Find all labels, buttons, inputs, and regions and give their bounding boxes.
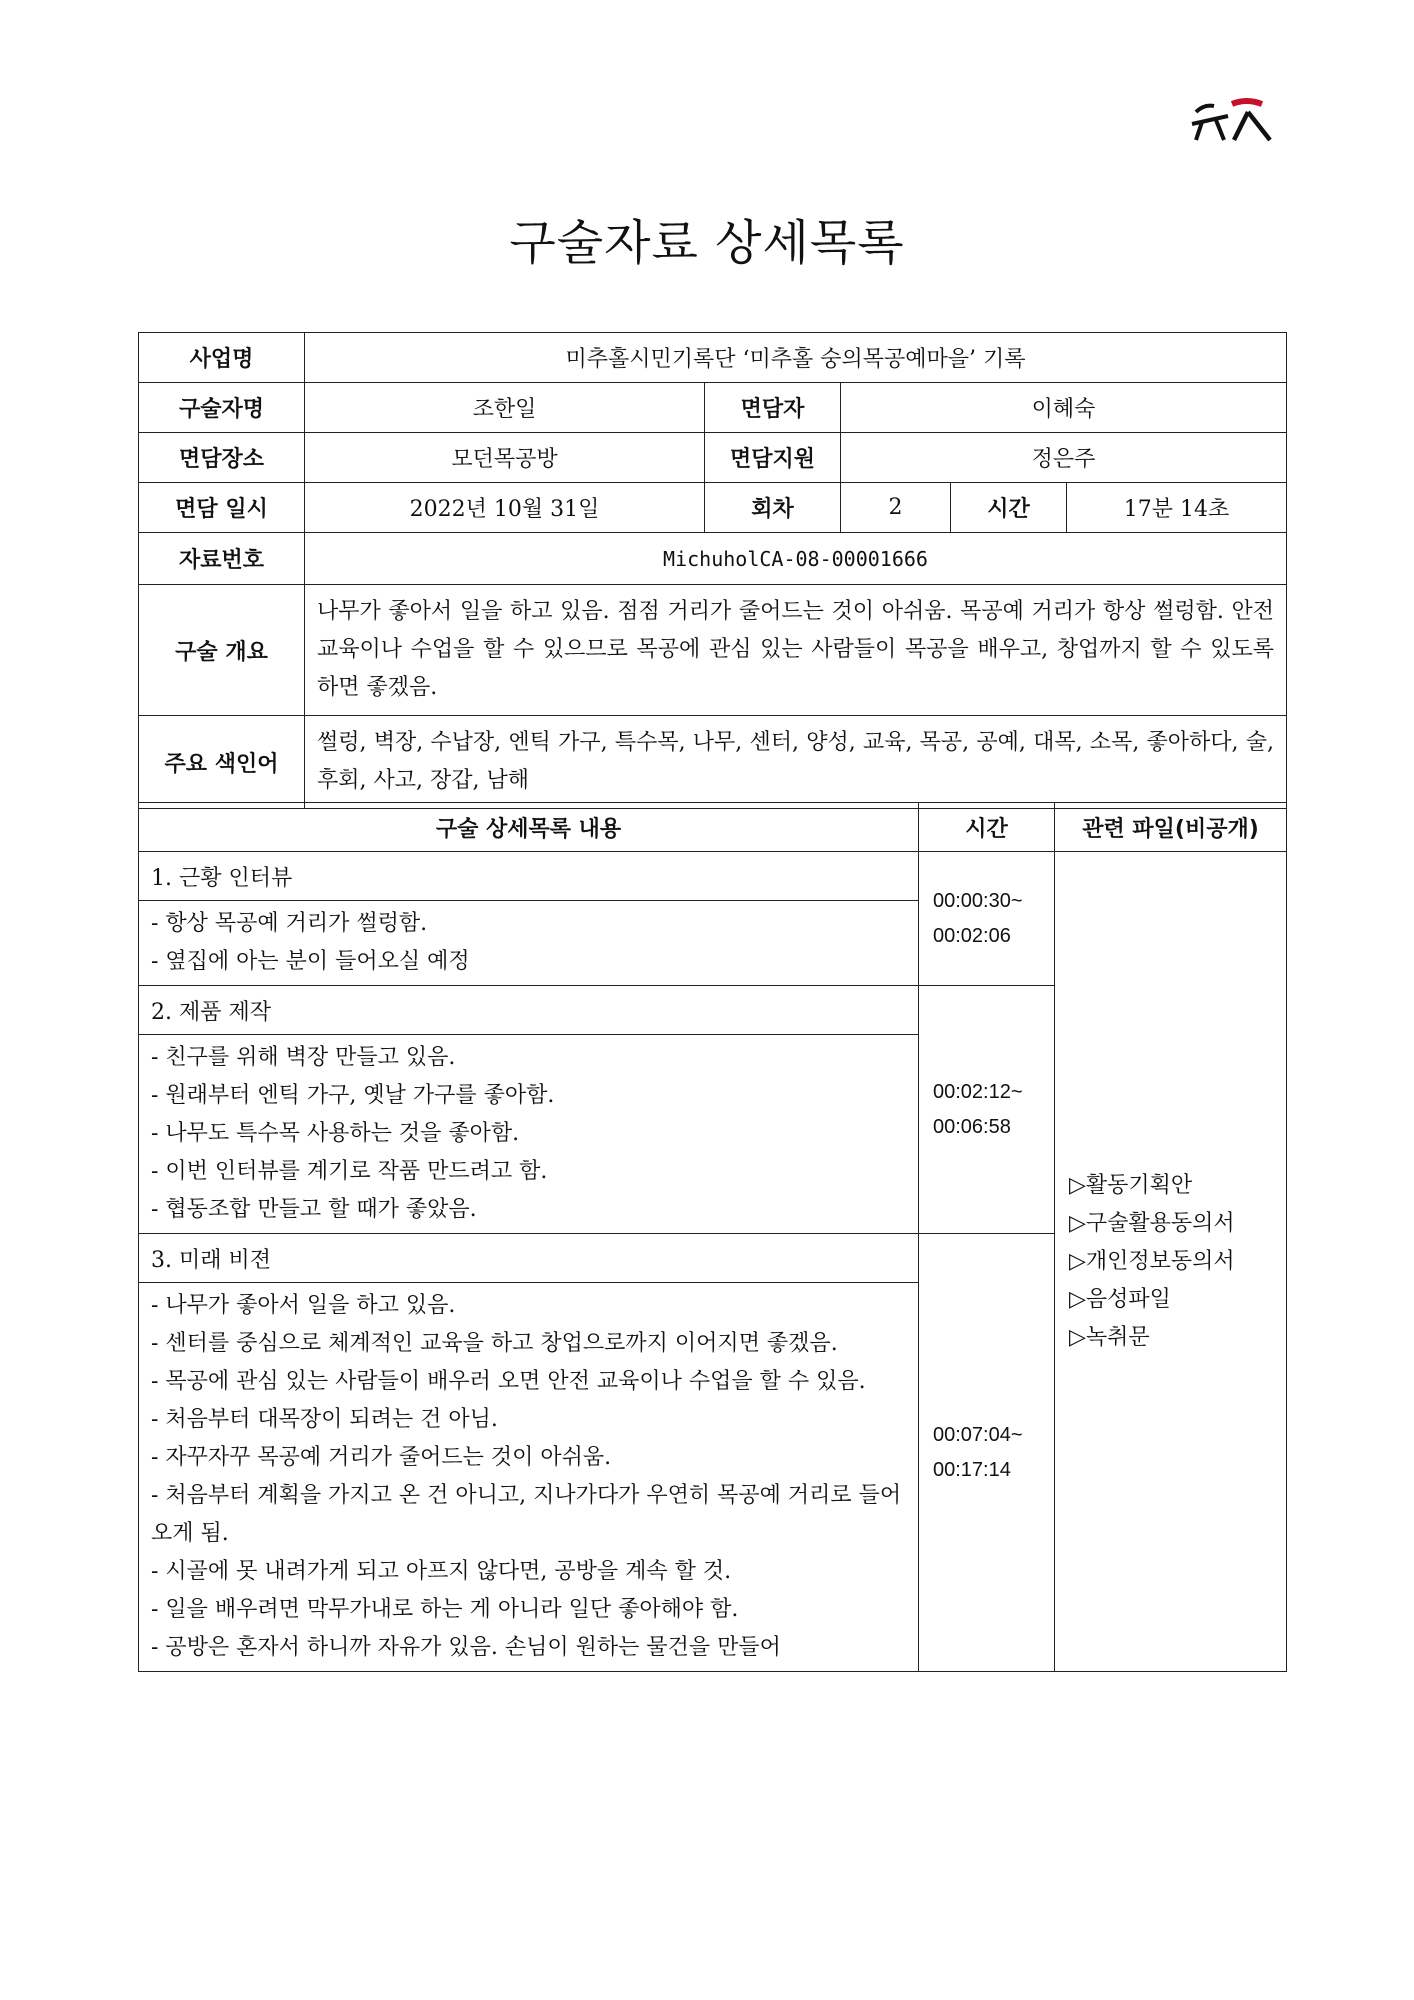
michuhol-logo xyxy=(1188,96,1278,146)
col-content-header: 구술 상세목록 내용 xyxy=(139,803,919,852)
time-end: 00:06:58 xyxy=(933,1115,1011,1138)
content-line: - 협동조합 만들고 할 때가 좋았음. xyxy=(151,1197,477,1222)
content-line: - 처음부터 대목장이 되려는 건 아님. xyxy=(151,1407,498,1432)
content-line: - 목공에 관심 있는 사람들이 배우러 오면 안전 교육이나 수업을 할 수 있음. xyxy=(151,1369,866,1394)
file-item: ▷활동기획안 xyxy=(1069,1172,1193,1198)
summary-label: 구술 개요 xyxy=(139,585,305,716)
detail-table xyxy=(138,802,1287,1672)
content-line: - 자꾸자꾸 목공예 거리가 줄어드는 것이 아쉬움. xyxy=(151,1445,612,1470)
narrator-label: 구술자명 xyxy=(139,383,305,433)
duration-value: 17분 14초 xyxy=(1067,483,1287,533)
content-line: - 항상 목공예 거리가 썰렁함. xyxy=(151,911,428,936)
place-label: 면담장소 xyxy=(139,433,305,483)
summary-value: 나무가 좋아서 일을 하고 있음. 점점 거리가 줄어드는 것이 아쉬움. 목공예 거리가 항상 썰렁함. 안전 교육이나 수업을 할 수 있으므로 목공에 관심 있는 사람들이 목공을 배우고, 창업까지 할 수 있도록 하면 좋겠음. xyxy=(305,585,1287,716)
session-label: 회차 xyxy=(705,483,841,533)
related-files xyxy=(1055,852,1287,1672)
narrator-value: 조한일 xyxy=(305,383,705,433)
file-item: ▷개인정보동의서 xyxy=(1069,1248,1235,1274)
project-label: 사업명 xyxy=(139,333,305,383)
section-content xyxy=(139,901,919,986)
content-line: - 일을 배우려면 막무가내로 하는 게 아니라 일단 좋아해야 함. xyxy=(151,1597,739,1622)
col-files-header: 관련 파일(비공개) xyxy=(1055,803,1287,852)
section-content xyxy=(139,1283,919,1672)
id-label: 자료번호 xyxy=(139,533,305,585)
id-value: MichuholCA-08-00001666 xyxy=(305,533,1287,585)
content-line: - 나무가 좋아서 일을 하고 있음. xyxy=(151,1293,456,1318)
keywords-label: 주요 색인어 xyxy=(139,716,305,809)
content-line: - 이번 인터뷰를 계기로 작품 만드려고 함. xyxy=(151,1159,548,1184)
content-line: - 공방은 혼자서 하니까 자유가 있음. 손님이 원하는 물건을 만들어 xyxy=(151,1635,781,1660)
content-line: - 옆집에 아는 분이 들어오실 예정 xyxy=(151,949,470,974)
content-line: - 친구를 위해 벽장 만들고 있음. xyxy=(151,1045,456,1070)
duration-label: 시간 xyxy=(951,483,1067,533)
time-range xyxy=(919,986,1055,1234)
time-start: 00:02:12~ xyxy=(933,1080,1023,1103)
file-item: ▷녹취문 xyxy=(1069,1324,1150,1350)
keywords-value: 썰렁, 벽장, 수납장, 엔틱 가구, 특수목, 나무, 센터, 양성, 교육, 목공, 공예, 대목, 소목, 좋아하다, 술, 후회, 사고, 장갑, 남해 xyxy=(305,716,1287,809)
date-value: 2022년 10월 31일 xyxy=(305,483,705,533)
place-value: 모던목공방 xyxy=(305,433,705,483)
content-line: - 시골에 못 내려가게 되고 아프지 않다면, 공방을 계속 할 것. xyxy=(151,1559,732,1584)
time-range xyxy=(919,852,1055,986)
time-start: 00:07:04~ xyxy=(933,1423,1023,1446)
date-label: 면담 일시 xyxy=(139,483,305,533)
interviewer-label: 면담자 xyxy=(705,383,841,433)
section-title: 1. 근황 인터뷰 xyxy=(139,852,919,901)
file-item: ▷음성파일 xyxy=(1069,1286,1171,1312)
content-line: - 처음부터 계획을 가지고 온 건 아니고, 지나가다가 우연히 목공예 거리로 들어오게 됨. xyxy=(151,1483,902,1546)
time-end: 00:02:06 xyxy=(933,924,1011,947)
file-item: ▷구술활용동의서 xyxy=(1069,1210,1235,1236)
col-time-header: 시간 xyxy=(919,803,1055,852)
page-title: 구술자료 상세목록 xyxy=(509,215,905,271)
section-title: 3. 미래 비젼 xyxy=(139,1234,919,1283)
interviewer-value: 이혜숙 xyxy=(841,383,1287,433)
content-line: - 센터를 중심으로 체계적인 교육을 하고 창업으로까지 이어지면 좋겠음. xyxy=(151,1331,838,1356)
session-value: 2 xyxy=(841,483,951,533)
meta-table xyxy=(138,332,1287,809)
project-value: 미추홀시민기록단 ‘미추홀 숭의목공예마을’ 기록 xyxy=(305,333,1287,383)
time-range xyxy=(919,1234,1055,1672)
content-line: - 나무도 특수목 사용하는 것을 좋아함. xyxy=(151,1121,520,1146)
time-end: 00:17:14 xyxy=(933,1458,1011,1481)
section-content xyxy=(139,1035,919,1234)
content-line: - 원래부터 엔틱 가구, 옛날 가구를 좋아함. xyxy=(151,1083,555,1108)
support-value: 정은주 xyxy=(841,433,1287,483)
time-start: 00:00:30~ xyxy=(933,889,1023,912)
support-label: 면담지원 xyxy=(705,433,841,483)
section-title: 2. 제품 제작 xyxy=(139,986,919,1035)
